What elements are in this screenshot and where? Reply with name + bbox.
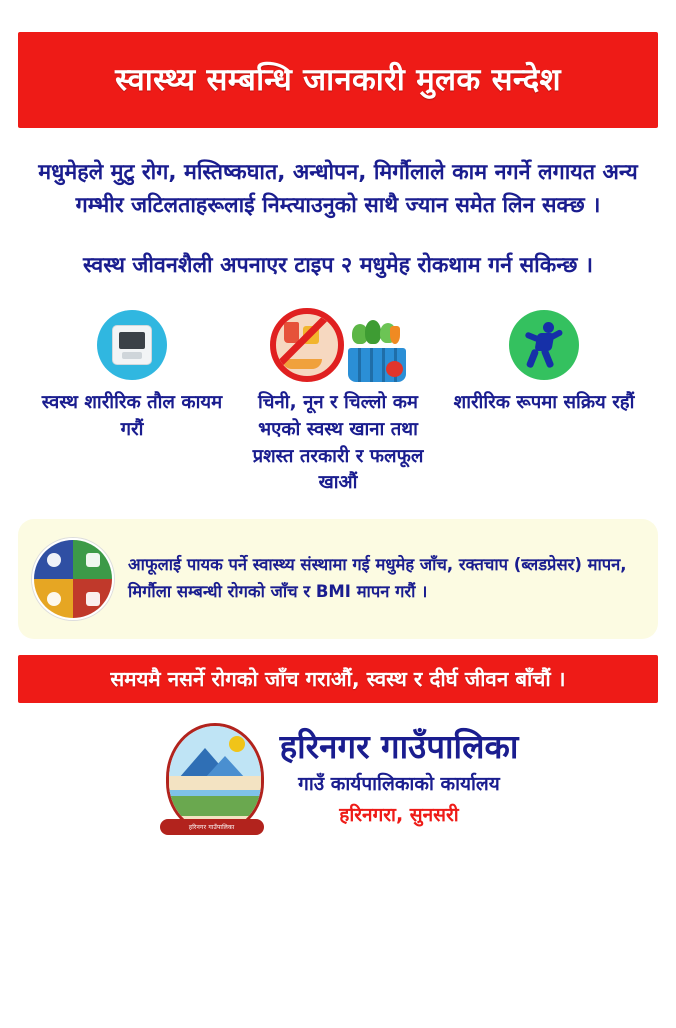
- prevention-item-healthy-diet: [238, 308, 438, 497]
- municipality-office: गाउँ कार्यपालिकाको कार्यालय: [298, 773, 500, 796]
- slogan-strip: [18, 655, 658, 703]
- footer: [18, 719, 658, 849]
- prevention-caption: चिनी, नून र चिल्लो कम भएको स्वस्थ खाना तथा प्रशस्त तरकारी र फलफूल खाऔं: [252, 391, 424, 494]
- no-junk-food-and-vegetable-basket-icon: [270, 308, 406, 382]
- slogan-text: समयमै नसर्ने रोगको जाँच गराऔं, स्वस्थ र दीर्घ जीवन बाँचौं ।: [110, 667, 566, 692]
- prevention-icons-row: [18, 308, 658, 497]
- checkup-text: आफूलाई पायक पर्ने स्वास्थ्य संस्थामा गई मधुमेह जाँच, रक्तचाप (ब्लडप्रेसर) मापन, मिर्गौला सम्बन्धी रोगको जाँच र BMI मापन गरौं ।: [128, 555, 627, 602]
- health-checkup-quadrant-icon: [32, 538, 114, 620]
- prevention-caption: शारीरिक रूपमा सक्रिय रहौं: [453, 391, 635, 413]
- running-person-icon: [509, 308, 579, 382]
- municipality-place: हरिनगरा, सुनसरी: [339, 804, 459, 827]
- prevention-item-physical-activity: [444, 308, 644, 417]
- paragraph-prevention: स्वस्थ जीवनशैली अपनाएर टाइप २ मधुमेह रोकथाम गर्न सकिन्छ ।: [82, 252, 594, 278]
- health-awareness-poster: [0, 32, 676, 1028]
- municipality-emblem-icon: [158, 719, 266, 837]
- municipality-name: हरिनगर गाउँपालिका: [279, 727, 519, 767]
- weight-scale-icon: [97, 308, 167, 382]
- page-title: स्वास्थ्य सम्बन्धि जानकारी मुलक सन्देश: [115, 61, 561, 98]
- prevention-caption: स्वस्थ शारीरिक तौल कायम गरौं: [41, 391, 223, 440]
- paragraph-diabetes-complications: मधुमेहले मुटु रोग, मस्तिष्कघात, अन्धोपन, मिर्गौलाले काम नगर्ने लगायत अन्य गम्भीर जटिलताहरूलाई निम्त्याउनुको साथै ज्यान समेत लिन सक्छ ।: [38, 160, 638, 219]
- header-banner: [18, 32, 658, 128]
- prevention-item-healthy-weight: [32, 308, 232, 444]
- checkup-callout-box: [18, 519, 658, 639]
- emblem-ribbon-text: हरिनगर गाउँपालिका: [160, 819, 264, 835]
